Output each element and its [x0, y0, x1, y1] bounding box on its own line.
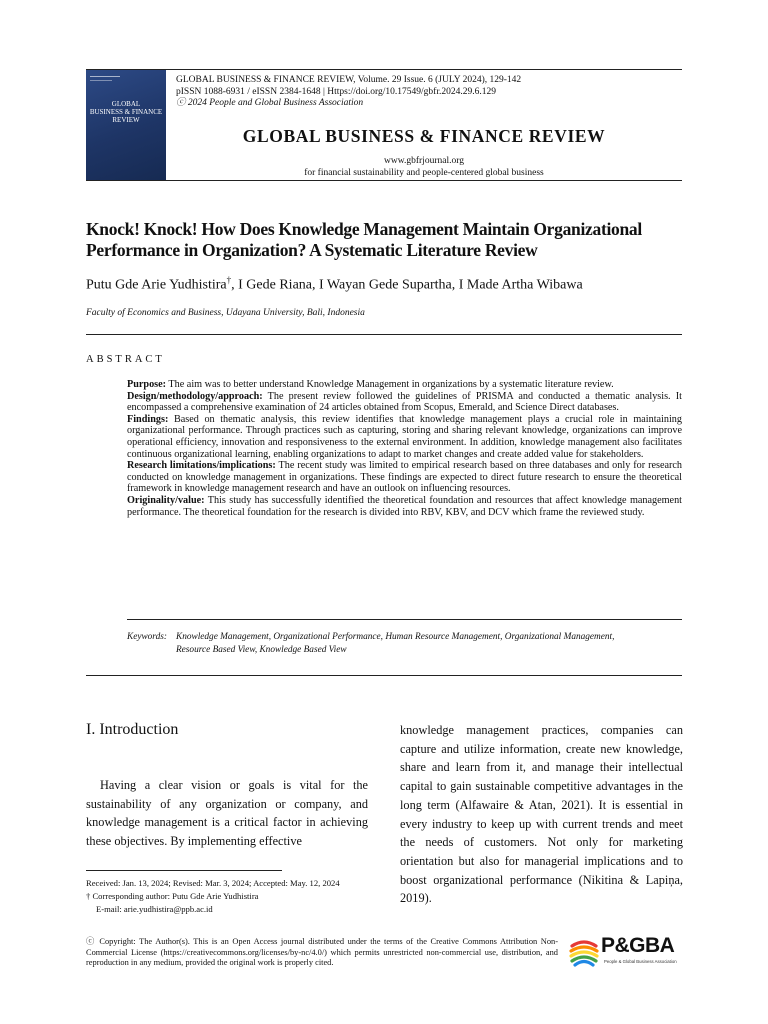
limitations-label: Research limitations/implications: [127, 460, 276, 472]
footnotes [86, 877, 340, 916]
intro-left-column: Having a clear vision or goals is vital for the sustainability of any organization or company, and knowledge management is a critical factor in achieving these objectives. By implementing effective [86, 778, 368, 849]
first-author: Putu Gde Arie Yudhistira [86, 277, 227, 293]
findings-label: Findings: [127, 413, 169, 425]
abstract-body [127, 379, 682, 518]
copyright-notice: ⓒ Copyright: The Author(s). This is an Open Access journal distributed under the terms of the Creative Commons Attribution Non-Commercial License (https://creativecommons.org/licenses/by-nc/4.0/) which permits unrestricted non-commercial use, distribution, and reproduction in any medium, provided the original work is properly cited. [86, 937, 558, 968]
abstract-findings [127, 414, 682, 460]
pgba-logo-text: P&GBA [601, 934, 675, 957]
abstract-purpose [127, 379, 682, 391]
article-title: Knock! Knock! How Does Knowledge Management Maintain Organizational Performance in Organization? A Systematic Literature Review [86, 219, 642, 260]
footnote-rule [86, 870, 282, 871]
keywords-line1: Knowledge Management, Organizational Performance, Human Resource Management, Organizational Management, [176, 632, 615, 642]
intro-right-column: knowledge management practices, companies can capture and utilize information, create new knowledge, share and learn from it, and manage their intellectual capital to gain sustainable competitive advantages in the long term (Alfawaire & Atan, 2021). It is essential in every industry to keep up with current trends and meet the needs of customers. Not only for marketing orientation but also for managerial implications and to boost organizational performance (Nikitina & Lapiņa, 2019). [400, 723, 683, 906]
abstract-divider [127, 619, 682, 620]
purpose-text: The aim was to better understand Knowledge Management in organizations by a systematic literature review. [166, 379, 614, 390]
journal-meta [176, 75, 521, 110]
journal-tagline: for financial sustainability and people-centered global business [304, 167, 544, 178]
journal-cover-image [86, 70, 166, 181]
header-top-rule [86, 69, 682, 70]
header-bottom-rule [86, 180, 682, 181]
article-authors [86, 275, 583, 294]
design-label: Design/methodology/approach: [127, 390, 263, 402]
footnote-email[interactable]: E-mail: arie.yudhistira@ppb.ac.id [96, 904, 213, 914]
keywords-divider [86, 675, 682, 676]
footnote-received: Received: Jan. 13, 2024; Revised: Mar. 3, 2024; Accepted: May. 12, 2024 [86, 878, 340, 888]
cover-decoration [90, 80, 112, 81]
pgba-logo [568, 934, 686, 970]
author-affiliation: Faculty of Economics and Business, Udayana University, Bali, Indonesia [86, 308, 365, 318]
purpose-label: Purpose: [127, 379, 167, 390]
design-text: The present review followed the guidelines of PRISMA and conducted a thematic analysis. It encompassed a comprehensive examination of 24 articles obtained from Scopus, Emerald, and Science Direct databases. [127, 390, 682, 414]
journal-name: GLOBAL BUSINESS & FINANCE REVIEW [242, 126, 606, 146]
findings-text: Based on thematic analysis, this review identifies that knowledge management plays a crucial role in maintaining organizational performance. Through practices such as capturing, storing and sharing relevant knowledge, organizations can improve operational efficiency, innovation and responsiveness to the external environment. In addition, knowledge management also facilitates continuous organizational learning, enabling organizations to adapt to market changes and create added value for stakeholders. [127, 413, 682, 460]
title-divider [86, 334, 682, 335]
originality-text: This study has successfully identified the theoretical foundation and resources that affect knowledge management performance. The theoretical foundation for the research is divided into RBV, KBV, and DCV which frame the reviewed study. [127, 494, 682, 518]
abstract-design [127, 391, 682, 414]
abstract-limitations [127, 460, 682, 495]
journal-website[interactable]: www.gbfrjournal.org [384, 156, 464, 166]
abstract-heading: ABSTRACT [86, 354, 165, 365]
corresponding-mark: † [226, 275, 232, 285]
journal-copyright: ⓒ 2024 People and Global Business Association [176, 98, 364, 108]
pgba-logo-icon [568, 936, 600, 968]
keywords-line2: Resource Based View, Knowledge Based View [176, 644, 347, 655]
journal-website-block [166, 156, 682, 179]
footnote-corresponding: † Corresponding author: Putu Gde Arie Yudhistira [86, 891, 259, 901]
other-authors: , I Gede Riana, I Wayan Gede Supartha, I Made Artha Wibawa [231, 277, 583, 293]
keywords-label: Keywords: [127, 632, 167, 642]
originality-label: Originality/value: [127, 494, 205, 506]
cover-decoration [90, 76, 120, 77]
section-heading: I. Introduction [86, 721, 179, 738]
pgba-logo-subtext: People & Global Business Association [604, 959, 677, 964]
journal-issn-doi: pISSN 1088-6931 / eISSN 2384-1648 | Https://doi.org/10.17549/gbfr.2024.29.6.129 [176, 86, 496, 97]
limitations-text: The recent study was limited to empirical research based on three databases and only for research conducted on knowledge management in organizations. These findings are expected to direct future research to ensure the theoretical framework in knowledge management research and have an outlook on influencing resources. [127, 460, 683, 495]
abstract-originality [127, 495, 682, 518]
journal-citation: GLOBAL BUSINESS & FINANCE REVIEW, Volume. 29 Issue. 6 (JULY 2024), 129-142 [176, 75, 522, 85]
keywords-block [127, 631, 687, 656]
cover-title: GLOBAL BUSINESS & FINANCE REVIEW [89, 100, 163, 124]
